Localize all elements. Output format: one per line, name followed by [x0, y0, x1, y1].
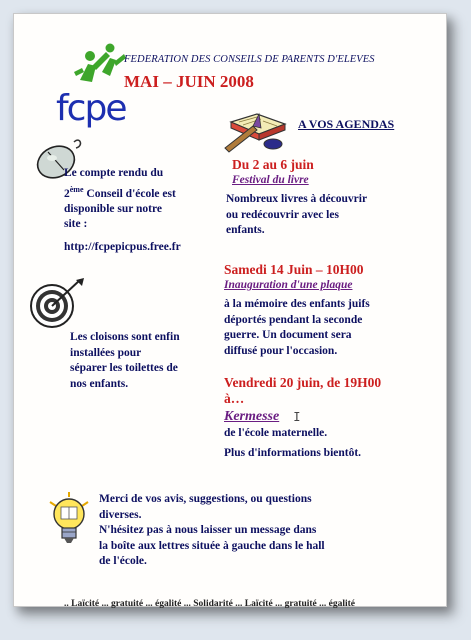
cloisons-line: séparer les toilettes de	[70, 362, 178, 374]
site-url: http://fcpepicpus.free.fr	[64, 241, 181, 253]
event-desc	[226, 192, 438, 239]
event-date-line2: à…	[224, 391, 245, 406]
cloisons-text	[70, 330, 180, 392]
book-quill-icon	[219, 108, 291, 156]
compte-rendu-line1: Le compte rendu du	[64, 167, 164, 179]
event-kermesse	[224, 375, 438, 461]
event-desc-line: de l'école maternelle.	[224, 427, 328, 439]
event-desc-line: Plus d'informations bientôt.	[224, 446, 362, 459]
event-title: Kermesse	[224, 409, 280, 424]
event-desc-line: diffusé pour l'occasion.	[224, 344, 338, 357]
bottom-message-line: de l'école.	[99, 555, 147, 567]
bottom-message-line: la boîte aux lettres située à gauche dans le hall	[99, 539, 325, 552]
event-date: Samedi 14 Juin – 10H00	[224, 262, 364, 277]
event-festival	[226, 157, 438, 239]
bottom-message	[99, 492, 325, 570]
event-date: Du 2 au 6 juin	[232, 157, 314, 172]
lightbulb-icon	[46, 492, 92, 550]
cloisons-line: Les cloisons sont enfin	[70, 331, 180, 343]
compte-rendu-line2: 2ème Conseil d'école est	[64, 184, 176, 200]
compte-rendu-line3: disponible sur notre	[64, 202, 162, 215]
bottom-message-line: Merci de vos avis, suggestions, ou questions	[99, 493, 312, 505]
period-title: MAI – JUIN 2008	[124, 72, 254, 91]
federation-title: FEDERATION DES CONSEILS DE PARENTS D'ELEVES	[124, 54, 375, 65]
event-desc	[224, 426, 438, 461]
event-desc-line: enfants.	[226, 224, 265, 236]
event-date-line1: Vendredi 20 juin, de 19H00	[224, 375, 382, 390]
event-desc-line: ou redécouvrir avec les	[226, 208, 339, 221]
event-desc-line: déportés pendant la seconde	[224, 313, 363, 326]
compte-rendu-line4: site :	[64, 218, 88, 231]
event-desc	[224, 297, 438, 359]
footer-motto: .. Laïcité ... gratuité ... égalité ... Solidarité ... Laïcité ... gratuité ... égalité	[64, 599, 355, 609]
newsletter-page	[13, 13, 447, 607]
event-desc-line: Nombreux livres à découvrir	[226, 193, 368, 205]
fcpe-logo-text: fcpe	[56, 88, 126, 129]
event-desc-line: à la mémoire des enfants juifs	[224, 298, 370, 310]
agendas-title: A VOS AGENDAS	[298, 117, 395, 131]
event-title: Festival du livre	[232, 174, 309, 186]
text-cursor-icon: I	[293, 410, 301, 424]
event-inauguration	[224, 262, 438, 359]
event-desc-line: guerre. Un document sera	[224, 329, 352, 341]
compte-rendu-text	[64, 166, 199, 233]
fcpe-logo-figures-icon	[66, 42, 126, 94]
event-title: Inauguration d'une plaque	[224, 279, 353, 291]
cloisons-line: nos enfants.	[70, 377, 129, 390]
bottom-message-line: diverses.	[99, 508, 142, 521]
bottom-message-line: N'hésitez pas à nous laisser un message dans	[99, 524, 317, 536]
event-title-row	[224, 409, 438, 425]
dart-target-icon	[28, 276, 86, 332]
cloisons-line: installées pour	[70, 346, 142, 359]
